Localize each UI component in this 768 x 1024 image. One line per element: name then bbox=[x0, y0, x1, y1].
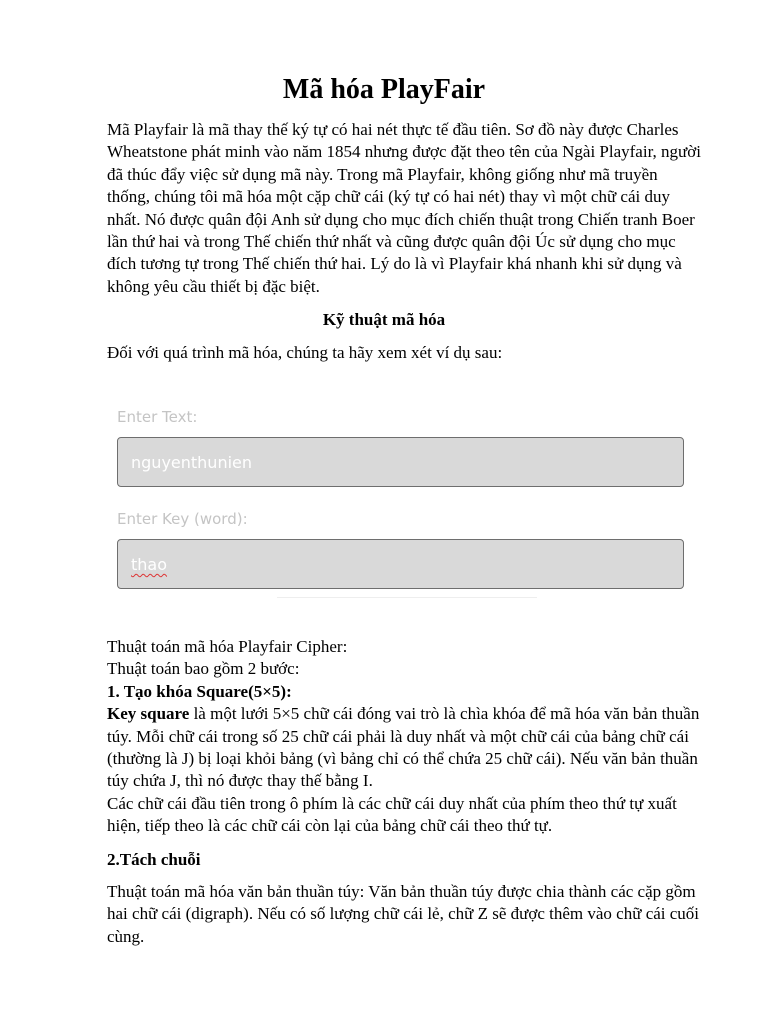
algorithm-title: Thuật toán mã hóa Playfair Cipher: bbox=[107, 637, 348, 656]
algorithm-section bbox=[107, 636, 702, 838]
enter-key-label: Enter Key (word): bbox=[117, 510, 248, 528]
step1-heading: 1. Tạo khóa Square(5×5): bbox=[107, 681, 292, 701]
text-input-value: nguyenthunien bbox=[131, 453, 253, 472]
document-title: Mã hóa PlayFair bbox=[282, 74, 486, 105]
section-heading: Kỹ thuật mã hóa bbox=[322, 310, 446, 329]
text-input-field bbox=[117, 437, 684, 487]
algorithm-steps-count: Thuật toán bao gồm 2 bước: bbox=[107, 659, 300, 679]
key-square-term: Key square bbox=[107, 704, 190, 724]
divider bbox=[277, 597, 537, 598]
first-letters-paragraph: Các chữ cái đầu tiên trong ô phím là các chữ cái duy nhất của phím theo thứ tự xuất hiện, tiếp theo là các chữ cái còn lại của bảng chữ cái theo thứ tự. bbox=[107, 793, 677, 836]
key-square-description: là một lưới 5×5 chữ cái đóng vai trò là chìa khóa để mã hóa văn bản thuần túy. Mỗi chữ cái trong số 25 chữ cái phải là duy nhất và một chữ cái của bảng chữ cái (thường là J) bị loại khỏi bảng (vì bảng chỉ có thể chứa 25 chữ cái). Nếu văn bản thuần túy chứa J, thì nó được thay thế bằng I. bbox=[107, 704, 700, 791]
key-input-value: thao bbox=[131, 555, 168, 574]
intro-paragraph: Mã Playfair là mã thay thế ký tự có hai nét thực tế đầu tiên. Sơ đồ này được Charles Wheatstone phát minh vào năm 1854 nhưng được đặt theo tên của Ngài Playfair, người đã thúc đẩy việc sử dụng mã này. Trong mã Playfair, không giống như mã truyền thống, chúng tôi mã hóa một cặp chữ cái (ký tự có hai nét) thay vì một chữ cái duy nhất. Nó được quân đội Anh sử dụng cho mục đích chiến thuật trong Chiến tranh Boer lần thứ hai và trong Thế chiến thứ nhất và cũng được quân đội Úc sử dụng cho mục đích tương tự trong Thế chiến thứ hai. Lý do là vì Playfair khá nhanh khi sử dụng và không yêu cầu thiết bị đặc biệt. bbox=[107, 120, 701, 296]
step2-paragraph: Thuật toán mã hóa văn bản thuần túy: Văn bản thuần túy được chia thành các cặp gồm hai chữ cái (digraph). Nếu có số lượng chữ cái lẻ, chữ Z sẽ được thêm vào chữ cái cuối cùng. bbox=[107, 882, 700, 946]
key-input-field bbox=[117, 539, 684, 589]
key-square-paragraph bbox=[107, 703, 702, 793]
embedded-form-image bbox=[117, 400, 687, 605]
example-intro-paragraph: Đối với quá trình mã hóa, chúng ta hãy xem xét ví dụ sau: bbox=[107, 343, 503, 362]
enter-text-label: Enter Text: bbox=[117, 408, 198, 426]
step2-heading: 2.Tách chuỗi bbox=[107, 850, 201, 869]
